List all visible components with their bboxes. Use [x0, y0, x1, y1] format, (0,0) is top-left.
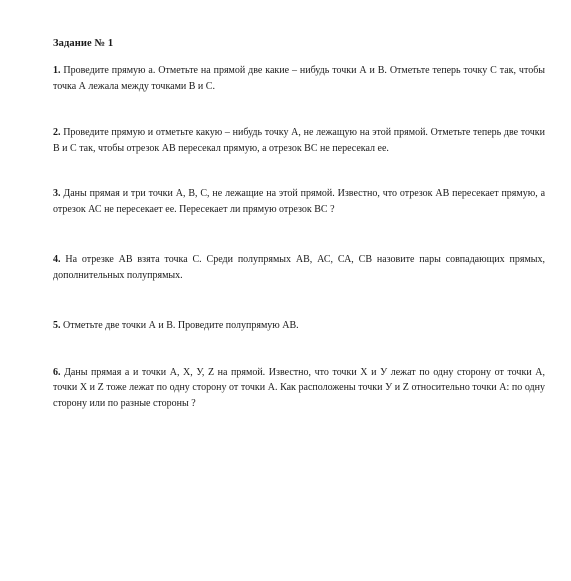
- task-5-text: Отметьте две точки А и В. Проведите полупрямую АВ.: [63, 320, 299, 331]
- task-2: [53, 125, 545, 156]
- task-1-number: 1.: [53, 65, 61, 76]
- task-1-text: Проведите прямую а. Отметьте на прямой две какие – нибудь точки А и В. Отметьте теперь точку С так, чтобы точка А лежала между точками В и С.: [53, 65, 546, 92]
- task-2-text: Проведите прямую и отметьте какую – нибудь точку А, не лежащую на этой прямой. Отметьте теперь две точки В и С так, чтобы отрезок АВ пересекал прямую, а отрезок ВС не пересекал ее.: [53, 127, 546, 154]
- task-3-text: Даны прямая и три точки А, В, С, не лежащие на этой прямой. Известно, что отрезок АВ пересекает прямую, а отрезок АС не пересекает ее. Пересекает ли прямую отрезок ВС ?: [53, 188, 546, 215]
- task-5-number: 5.: [53, 320, 61, 331]
- assignment-title: Задание № 1: [53, 38, 114, 49]
- task-6-text: Даны прямая а и точки А, Х, У, Z на прямой. Известно, что точки Х и У лежат по одну сторону от точки А, точки Х и Z тоже лежат по одну сторону от точки А. Как расположены точки У и Z относительно точки А: по одну сторону или по разные стороны ?: [53, 366, 545, 409]
- task-4: [53, 252, 545, 283]
- task-6: [53, 365, 545, 412]
- task-6-number: 6.: [53, 366, 61, 378]
- task-5: [53, 318, 545, 334]
- task-4-text: На отрезке АВ взята точка С. Среди полупрямых АВ, АС, СА, СВ назовите пары совпадающих прямых, дополнительных полупрямых.: [53, 254, 546, 281]
- task-3: [53, 186, 545, 217]
- task-1: [53, 63, 545, 94]
- task-2-number: 2.: [53, 127, 61, 138]
- task-3-number: 3.: [53, 188, 61, 199]
- task-4-number: 4.: [53, 254, 61, 265]
- document-page: [53, 38, 545, 411]
